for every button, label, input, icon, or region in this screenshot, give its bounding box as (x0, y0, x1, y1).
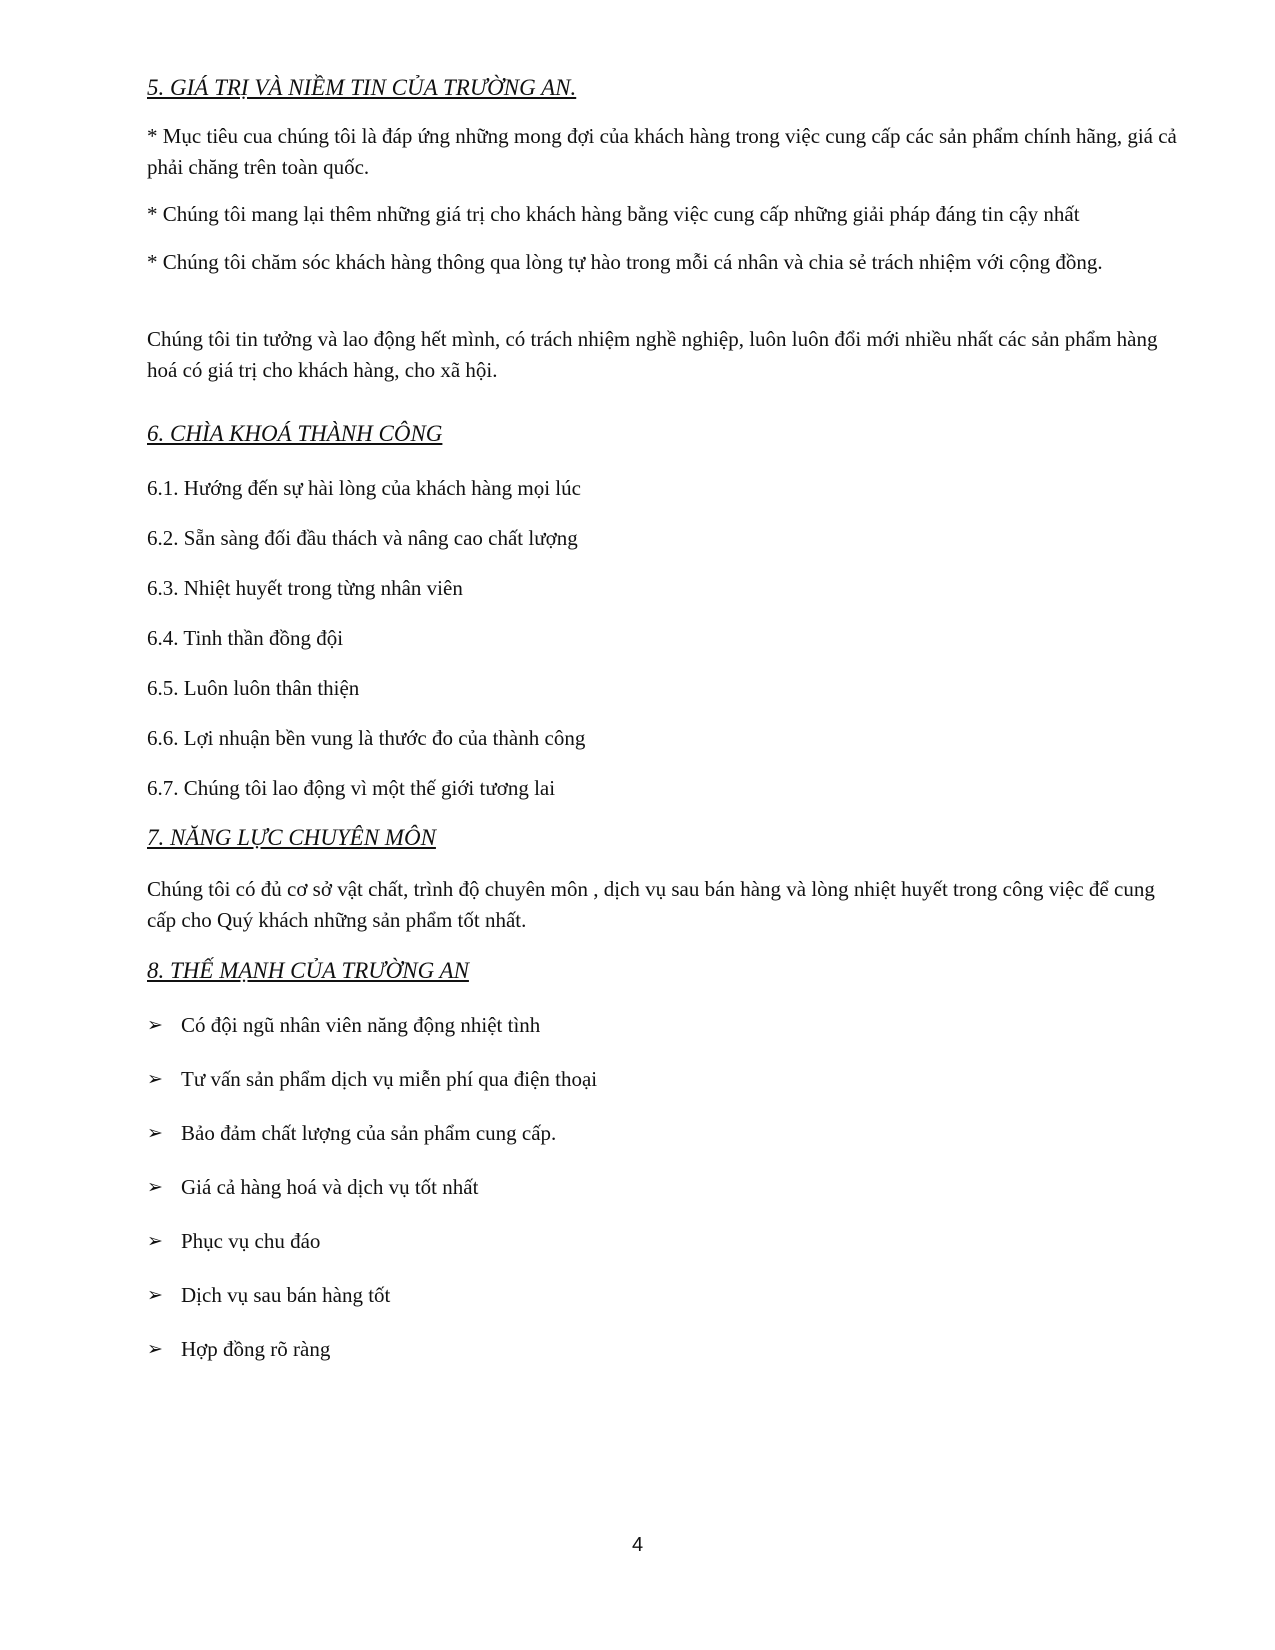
arrow-bullet-icon: ➢ (147, 1122, 163, 1144)
list-item-label: Hợp đồng rõ ràng (181, 1337, 331, 1361)
section-7-paragraph: Chúng tôi có đủ cơ sở vật chất, trình độ chuyên môn , dịch vụ sau bán hàng và lòng nhiệt huyết trong công việc để cung cấp cho Quý khách những sản phẩm tốt nhất. (147, 877, 1155, 932)
arrow-bullet-icon: ➢ (147, 1068, 163, 1090)
page-number: 4 (631, 1534, 644, 1556)
list-item: 6.6. Lợi nhuận bền vung là thước đo của thành công (147, 726, 586, 750)
arrow-bullet-icon: ➢ (147, 1284, 163, 1306)
section-5-paragraph-1: * Mục tiêu cua chúng tôi là đáp ứng những mong đợi của khách hàng trong việc cung cấp các sản phẩm chính hãng, giá cả phải chăng trên toàn quốc. (147, 124, 1177, 179)
list-item-label: Phục vụ chu đáo (181, 1229, 321, 1253)
section-5-heading: 5. GIÁ TRỊ VÀ NIỀM TIN CỦA TRƯỜNG AN. (147, 75, 577, 100)
arrow-bullet-icon: ➢ (147, 1338, 163, 1360)
section-7-heading: 7. NĂNG LỰC CHUYÊN MÔN (147, 825, 436, 850)
list-item-label: Bảo đảm chất lượng của sản phẩm cung cấp. (181, 1121, 557, 1145)
list-item (147, 1065, 597, 1093)
arrow-bullet-icon: ➢ (147, 1014, 163, 1036)
list-item-label: Tư vấn sản phẩm dịch vụ miễn phí qua điện thoại (181, 1067, 598, 1091)
list-item (147, 1335, 330, 1363)
list-item: 6.2. Sẵn sàng đối đầu thách và nâng cao chất lượng (147, 526, 578, 550)
list-item: 6.4. Tinh thần đồng đội (147, 626, 344, 650)
list-item (147, 1119, 556, 1147)
list-item: 6.7. Chúng tôi lao động vì một thế giới tương lai (147, 776, 556, 800)
arrow-bullet-icon: ➢ (147, 1176, 163, 1198)
list-item (147, 1281, 390, 1309)
section-8-heading: 8. THẾ MẠNH CỦA TRƯỜNG AN (147, 958, 469, 983)
list-item: 6.3. Nhiệt huyết trong từng nhân viên (147, 576, 463, 600)
list-item-label: Giá cả hàng hoá và dịch vụ tốt nhất (181, 1175, 479, 1199)
list-item (147, 1011, 540, 1039)
list-item-label: Dịch vụ sau bán hàng tốt (181, 1283, 391, 1307)
section-5-paragraph-2: * Chúng tôi mang lại thêm những giá trị cho khách hàng bằng việc cung cấp những giải pháp đáng tin cậy nhất (147, 202, 1080, 226)
list-item-label: Có đội ngũ nhân viên năng động nhiệt tình (181, 1013, 541, 1037)
section-5-paragraph-4: Chúng tôi tin tưởng và lao động hết mình, có trách nhiệm nghề nghiệp, luôn luôn đổi mới nhiều nhất các sản phẩm hàng hoá có giá trị cho khách hàng, cho xã hội. (147, 327, 1158, 382)
list-item (147, 1227, 320, 1255)
list-item: 6.5. Luôn luôn thân thiện (147, 676, 360, 700)
list-item (147, 1173, 478, 1201)
section-5-paragraph-3: * Chúng tôi chăm sóc khách hàng thông qua lòng tự hào trong mỗi cá nhân và chia sẻ trách nhiệm với cộng đồng. (147, 250, 1103, 274)
section-6-heading: 6. CHÌA KHOÁ THÀNH CÔNG (147, 421, 443, 446)
arrow-bullet-icon: ➢ (147, 1230, 163, 1252)
list-item: 6.1. Hướng đến sự hài lòng của khách hàng mọi lúc (147, 476, 581, 500)
